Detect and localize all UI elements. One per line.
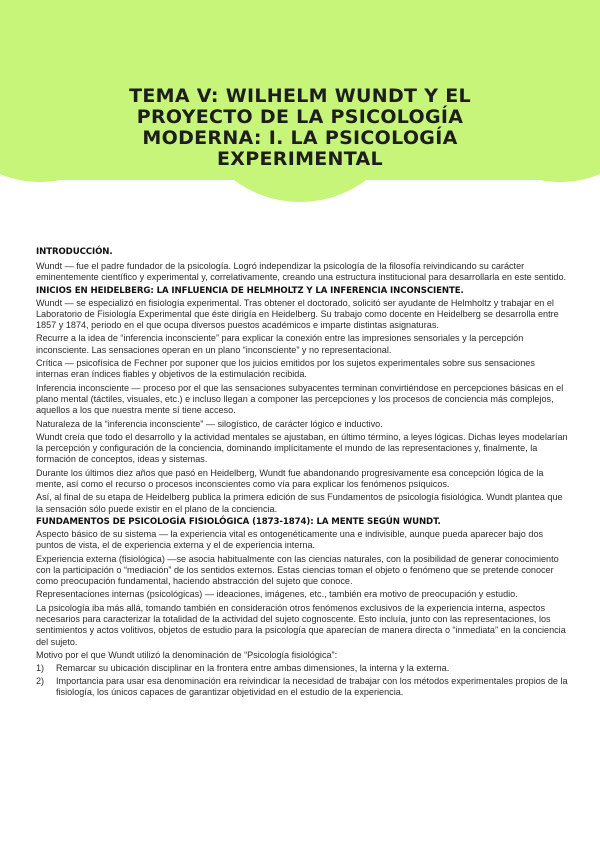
list-item-text: Importancia para usar esa denominación era reivindicar la necesidad de trabajar con los métodos experimentales propios de la fisiología, los únicos capaces de garantizar objetividad en el estudio de la experiencia. — [56, 675, 568, 697]
paragraph: La psicología iba más allá, tomando también en consideración otros fenómenos exclusivos de la experiencia interna, aspectos necesarios para caracterizar la totalidad de la actividad del sujeto cognoscente. Esto incluía, junto con las representaciones, los sentimientos y actos volitivos, objetos de estudio para la psicología que aparecían de manera directa o “inmediata” en la conciencia del sujeto. — [36, 602, 566, 647]
section-heading-fundamentos: FUNDAMENTOS DE PSICOLOGÍA FISIOLÓGICA (1873-1874): LA MENTE SEGÚN WUNDT. — [36, 516, 441, 527]
paragraph: Representaciones internas (psicológicas) — ideaciones, imágenes, etc., también era motivo de preocupación y estudio. — [36, 589, 518, 600]
intro-heading: INTRODUCCIÓN. — [36, 247, 113, 257]
paragraph: Wundt — se especializó en fisiología experimental. Tras obtener el doctorado, solicitó ser ayudante de Helmholtz y trabajar en el Laboratorio de Fisiología Experimental que éste dirigía en Heidelberg. Su trabajo como docente en Heidelberg se desarrolla entre 1857 y 1874, periodo en el que ocupa diversos puestos académicos e imparte distintas asignaturas. — [36, 297, 559, 331]
title-line: TEMA V: WILHELM WUNDT Y EL — [129, 85, 471, 107]
title-line: PROYECTO DE LA PSICOLOGÍA — [136, 106, 464, 128]
paragraph: Así, al final de su etapa de Heidelberg publica la primera edición de sus Fundamentos de psicología fisiológica. Wundt plantea que la sensación sólo puede existir en el plano de la conciencia. — [36, 492, 563, 514]
paragraph: Inferencia inconsciente — proceso por el que las sensaciones subyacentes terminan convirtiéndose en percepciones básicas en el plano mental (táctiles, visuales, etc.) e incluso llegan a componer las percepciones y los procesos de conciencia más complejos, aquellos a los que nuestra mente sí tiene acceso. — [36, 382, 564, 416]
list-item — [36, 676, 569, 699]
numbered-list — [36, 663, 569, 698]
title-line: EXPERIMENTAL — [217, 148, 383, 170]
list-item-text: Remarcar su ubicación disciplinar en la frontera entre ambas dimensiones, la interna y la externa. — [56, 663, 450, 674]
page-title — [95, 86, 505, 170]
paragraph: Wundt creía que todo el desarrollo y la actividad mentales se ajustaban, en último término, a leyes lógicas. Dichas leyes modelarían la percepción y configuración de la conciencia, dominando implícitamente el mundo de las representaciones y, finalmente, la formación de conceptos, ideas y sistemas. — [36, 431, 568, 465]
paragraph: Experiencia externa (fisiológica) —se asocia habitualmente con las ciencias naturales, con la posibilidad de generar conocimiento con la participación o “mediación” de los sentidos externos. Estas ciencias toman el objeto o fenómeno que se pretende conocer como preocupación fundamental, haciendo abstracción del sujeto que conoce. — [36, 553, 559, 587]
list-number: 2) — [36, 675, 45, 686]
section-heading-heidelberg: INICIOS EN HEIDELBERG: LA INFLUENCIA DE HELMHOLTZ Y LA INFERENCIA INCONSCIENTE. — [36, 285, 464, 296]
title-line: MODERNA: I. LA PSICOLOGÍA — [142, 127, 458, 149]
list-item — [36, 663, 569, 674]
list-number: 1) — [36, 663, 45, 674]
paragraph: Wundt — fue el padre fundador de la psicología. Logró independizar la psicología de la filosofía reivindicando su carácter eminentemente científico y experimental y, correlativamente, creando una estructura institucional para desarrollarla en este sentido. — [36, 261, 567, 283]
paragraph: Motivo por el que Wundt utilizó la denominación de “Psicología fisiológica”: — [36, 649, 338, 660]
paragraph: Durante los últimos diez años que pasó en Heidelberg, Wundt fue abandonando progresivamente esa concepción lógica de la mente, así como el recurso o procesos inconscientes como vía para explicar los fenómenos psíquicos. — [36, 467, 544, 490]
paragraph: Naturaleza de la “inferencia inconsciente” — silogístico, de carácter lógico e inductivo. — [36, 418, 383, 429]
paragraph: Crítica — psicofísica de Fechner por suponer que los juicios emitidos por los sujetos experimentales sobre sus sensaciones internas eran índices fiables y objetivos de la estimulación recibida. — [36, 358, 535, 380]
paragraph: Recurre a la idea de “inferencia inconsciente” para explicar la conexión entre las impresiones sensoriales y la percepción inconsciente. Las sensaciones operan en un plano “inconsciente” y no representacional. — [36, 333, 524, 355]
document-body — [36, 243, 569, 699]
paragraph: Aspecto básico de su sistema — la experiencia vital es ontogenéticamente una e indivisible, aunque pueda aparecer bajo dos puntos de vista, el de experiencia externa y el de experiencia interna. — [36, 528, 544, 551]
